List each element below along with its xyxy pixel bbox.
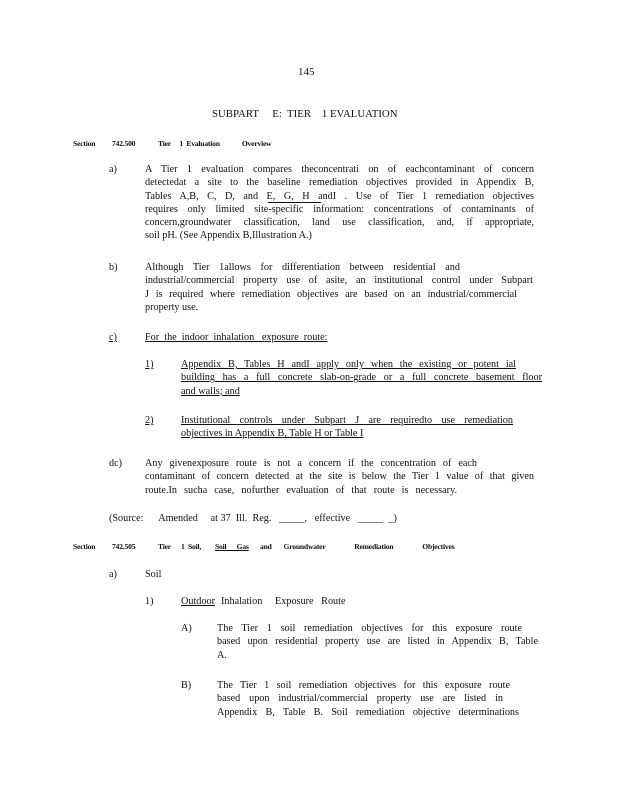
source-note: (Source: Amended at 37 Ill. Reg. _____, effective _____ _) — [109, 513, 397, 524]
soil-1-B-line: Appendix B, Table B. Soil remediation objective determinations — [217, 706, 519, 718]
para-b-line: J is required where remediation objectives are based on an industrial/commercial — [145, 288, 517, 300]
para-a-line: Tables A,B, C, D, and E, G, H andI . Use of Tier 1 remediation objectives — [145, 190, 534, 202]
para-a-line: soil pH. (See Appendix B,Illustration A.) — [145, 230, 312, 242]
para-b-text — [145, 261, 533, 314]
para-a-line: A Tier 1 evaluation compares theconcentrati on of eachcontaminant of concern — [145, 164, 534, 175]
para-a-line: detectedat a site to the baseline remediation objectives provided in Appendix B, — [145, 177, 534, 189]
para-c1-label: 1) — [145, 359, 154, 370]
para-d-line: route.In sucha case, nofurther evaluation of that route is necessary. — [145, 484, 457, 496]
para-c2-line: Institutional controls under Subpart J are requiredto use remediation — [181, 415, 513, 426]
para-d-line: contaminant of concern detected at the site is below the Tier 1 value of that given — [145, 471, 534, 483]
para-a-text — [145, 163, 534, 243]
soil-1-A-text — [217, 622, 538, 662]
soil-1-A-label: A) — [181, 623, 192, 634]
para-c2-text — [181, 414, 513, 441]
section-742-500-title: Tier 1 Evaluation Overview — [158, 139, 272, 148]
para-c-heading: For the indoor inhalation exposure route: — [145, 332, 328, 343]
soil-heading: Soil — [145, 569, 162, 580]
soil-1-B-text — [217, 679, 519, 719]
soil-1-A-line: based upon residential property use are listed in Appendix B, Table — [217, 636, 538, 648]
para-c2-label: 2) — [145, 415, 154, 426]
para-b-line: property use. — [145, 301, 199, 313]
subpart-title: SUBPART E: TIER 1 EVALUATION — [212, 108, 398, 120]
section-742-500-number: 742.500 — [112, 139, 136, 148]
para-c1-line: building has a full concrete slab-on-grade or a full concrete basement floor — [181, 372, 542, 384]
soil-1-A-line: A. — [217, 649, 227, 661]
para-d-label: dc) — [109, 458, 123, 469]
para-a-line: concern,groundwater classification, land use classification, and, if appropriate, — [145, 217, 534, 229]
page-number: 145 — [298, 66, 315, 78]
para-b-line: industrial/commercial property use of asite, an institutional control under Subpart — [145, 275, 533, 287]
para-b-label: b) — [109, 262, 118, 273]
section-742-505-title-b: and Groundwater Remediation Objectives — [260, 542, 455, 551]
soil-1-B-label: B) — [181, 680, 192, 691]
section-742-505-label: Section — [73, 542, 96, 551]
section-742-505-number: 742.505 — [112, 542, 136, 551]
para-c1-line: Appendix B, Tables H andI apply only when the existing or potent ial — [181, 359, 516, 370]
soil-1-B-line: The Tier 1 soil remediation objectives for this exposure route — [217, 680, 510, 691]
para-b-line: Although Tier 1allows for differentiation between residential and — [145, 262, 460, 273]
para-c1-line: and walls; and — [181, 385, 240, 397]
section-742-505-title-soil-gas: Soil Gas — [215, 542, 249, 551]
soil-1-heading-underlined: Outdoor — [181, 596, 215, 607]
soil-1-B-line: based upon industrial/commercial property use are listed in — [217, 693, 503, 705]
para-a-underline — [268, 202, 321, 203]
para-a-label: a) — [109, 164, 117, 175]
para-c1-text — [181, 358, 542, 398]
para-c2-line: objectives in Appendix B, Table H or Table I — [181, 428, 364, 440]
para-d-text — [145, 457, 534, 497]
soil-1-A-line: The Tier 1 soil remediation objectives for this exposure route — [217, 623, 522, 634]
section-742-500-label: Section — [73, 139, 96, 148]
para-d-line: Any givenexposure route is not a concern if the concentration of each — [145, 458, 477, 469]
para-a-line: requires only limited site-specific information: concentrations of contaminants of — [145, 203, 534, 215]
soil-1-label: 1) — [145, 596, 154, 607]
para-c-label: c) — [109, 332, 117, 343]
soil-1-heading: Inhalation Exposure Route — [221, 596, 346, 607]
section-742-505-title-a: Tier 1 Soil, — [158, 542, 202, 551]
soil-label: a) — [109, 569, 117, 580]
